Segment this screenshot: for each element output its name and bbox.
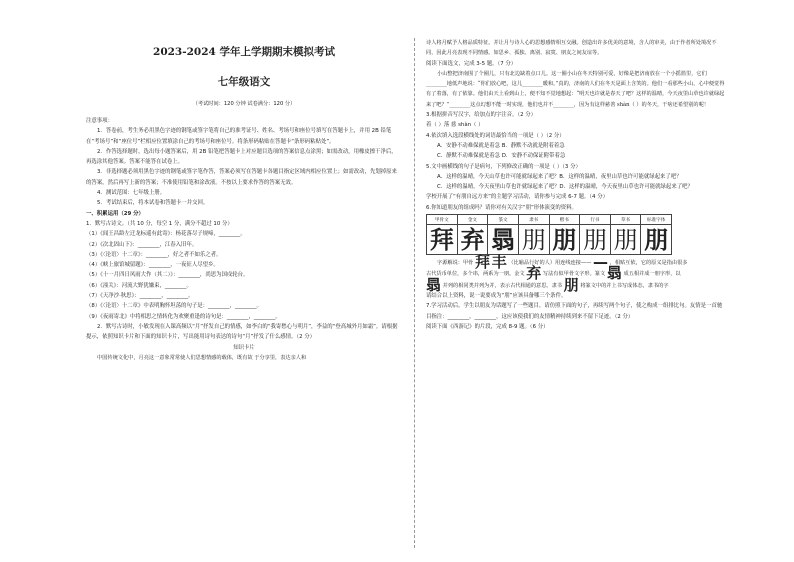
q1-item: （8）《〈论语〉十二章》中表明胸怀坦荡的句子是：________，________。 xyxy=(86,303,262,310)
reading-prompt-2: 阅读下面《西游记》的片段，完成 8-9 题。（6 分） xyxy=(426,323,549,330)
note-item: 4．测试范围：七年级上册。 xyxy=(97,190,166,197)
section-heading: 一、积累运用（29 分） xyxy=(86,210,144,217)
note-item: 1．答卷前，考生务必用黑色字迹的钢笔或签字笔将自己的准考证号、姓名、考场号和座位号填写在答题卡上，并用 2B 铅笔在“考场号”和“座位号”栏相应位置填涂自己的考场号和座位号。将条形码粘贴在答题卡“条形码粘贴处”。 xyxy=(86,128,392,145)
glyph-cell: 朋 xyxy=(521,225,546,254)
note-item: 2．作答选择题时，选出每小题答案后，用 2B 铅笔把答题卡上对应题目选项的答案信息点涂黑；如需改动，用橡皮擦干净后，再选涂其他答案。答案不能答在试卷上。 xyxy=(86,148,397,166)
table-header: 标准字体 xyxy=(641,215,672,225)
explain-text: 并列的相同类并列为并，表示古代相通的意思。隶书 xyxy=(442,282,562,289)
explain-text: （比喻品行好的人）用连线连接—— xyxy=(508,260,592,267)
glyph-inline: 拜 xyxy=(474,253,490,272)
question-3: 3.根据拼音写汉字，给加点的字注音。（2 分） xyxy=(426,112,537,119)
q1-item: （3）《〈论语〉十二章》：________，好之者不如乐之者。 xyxy=(86,251,222,258)
glyph-inline: 丰 xyxy=(491,253,507,272)
reading-prompt: 阅读下面选文，完成 3-5 题。（7 分） xyxy=(426,60,517,67)
glyph-cell: 弃 xyxy=(460,225,485,254)
explain-line xyxy=(426,253,726,272)
right-column xyxy=(426,38,726,552)
table-header: 金文 xyxy=(457,215,488,225)
explain-text: 成五相并成一朋字形，以 xyxy=(623,271,681,278)
q1-item: （2）《次北固山下》：________，江春入旧年。 xyxy=(86,241,198,248)
q4-option: A．安静不动难保就是着急 B．静默不动就是附着着急 xyxy=(437,142,565,149)
q1-item: （7）《天净沙·秋思》：________，________。 xyxy=(86,293,194,300)
left-column xyxy=(86,38,402,552)
reading-passage: 小山整把济南围了个圈儿，只有北边缺着点口儿。这一圈小山在冬天特别可爱，好像是把济南放在一个小摇篮里，它们________地低声地说：“你们放心吧，这儿________暖和。”真的，济南的人们在冬天是面上含笑的。他们一看那些小山，心中便觉得有了着落，有了依靠。他们由天上看到山上，便不知不觉地想起：“明天也许就是春天了吧？这样的温晴，今天夜里山草也许就绿起来了吧？”________这点幻想不能一时实现，他们也并不________，因为有这样慈善 shàn（ ）的冬天，干啥还希望别的呢！ xyxy=(426,70,725,108)
table-header-row xyxy=(427,215,672,225)
q1-item: （1）《闻王昌龄左迁龙标遥有此寄》：杨花落尽子规啼，________。 xyxy=(86,231,246,238)
q4-option: C．静默不动难保就是着急 D．安静不动保证附带着急 xyxy=(437,153,566,160)
q5-option: A．这样的温晴，今天山草也许可能就绿起来了吧？B．这样的温晴，夜里山草也许可能就绿起来了吧？ xyxy=(437,173,682,180)
table-header: 隶书 xyxy=(518,215,549,225)
card-title: 知识卡片 xyxy=(233,344,255,351)
exam-meta: （考试时间：120 分钟 试卷满分：120 分） xyxy=(192,101,296,107)
table-header: 行书 xyxy=(580,215,611,225)
q1-item: （6）《潼关》：河流大野犹嫌束，________。 xyxy=(86,282,192,289)
question-4: 4.依次填入选段横线处的词语最恰当的一项是（ ）（2 分） xyxy=(426,132,565,139)
explain-text: 将篆文中的并上书写成体态，隶书的字 xyxy=(580,282,669,289)
glyph-cell: 拜 xyxy=(429,225,454,254)
explain-question: 请结合以上资料，说一说要成为“朋”应该具备哪三个条件。 xyxy=(426,292,567,299)
table-header: 楷书 xyxy=(549,215,580,225)
explain-text: 古代货币单位，多个串，两系为一朋。金文 xyxy=(426,271,525,278)
q3-blanks: 着（ ）落 慈 shàn（ ） xyxy=(426,122,484,129)
note-item: 5．考试结束后，将本试卷和答题卡一并交回。 xyxy=(97,200,209,207)
question-7: 7.学习活动后，学生以朋友为话题写了一些题目，请仿照下面的句子，再续写两个句子，使之构成一组排比句。友情是一首驰目指注：________，________，这应该使我们的友情精神持续到来不留下足迹。（2 分） xyxy=(426,303,723,320)
glyph-inline: 朋 xyxy=(563,275,579,294)
glyph-cell: 朋 xyxy=(552,225,577,254)
explain-text: ，相贴互依，它的原义是指由很多 xyxy=(609,260,688,267)
table-header: 甲骨文 xyxy=(427,215,458,225)
glyph-cell: 朋 xyxy=(644,225,669,254)
notes-heading: 注意事项： xyxy=(86,118,113,124)
glyph-inline: 弃 xyxy=(526,264,542,283)
script-evolution-table xyxy=(426,214,672,255)
question-5: 5.文中画横线的句子是病句，下列修改正确的一项是（ ）（3 分） xyxy=(426,163,581,170)
q1-item: （4）《峡上旅馆城留题》：________，一夜征人尽望乡。 xyxy=(86,262,219,269)
glyph-inline: 𦐇 xyxy=(426,275,442,294)
glyph-cell: 朋 xyxy=(613,225,638,254)
note-item: 3．非选择题必须用黑色字迹的钢笔或签字笔作答，答案必须写在答题卡各题目指定区域内相应位置上；如需改动，先划掉原来的答案，然后再写上新的答案；不准使用铅笔和涂改液。不按以上要求作答的答案无效。 xyxy=(86,169,397,186)
exam-subtitle: 七年级语文 xyxy=(217,76,271,88)
exam-title: 2023-2024 学年上学期期末模拟考试 xyxy=(153,46,335,58)
column-divider xyxy=(414,38,415,548)
card-continuation: 诗人将月赋予人格品质特征。并让月与诗人心的思想感情相互交融。创造出许多优美的意境，含人的审美，由于作者所处境况不同，因此月亮表现不同情感。如思乡、孤独、离别、寂寞、朋友之间友谊等。 xyxy=(426,40,717,57)
glyph-inline: — xyxy=(593,253,608,272)
table-header: 篆文 xyxy=(488,215,519,225)
q6-intro: 学校开展了“有朋自远方来”的主题学习活动，请你参与完成 6-7 题。（4 分） xyxy=(426,194,608,201)
explain-text: 字源解说：甲骨 xyxy=(437,260,474,267)
question-6: 6.你知道朋友的组成吗？请你对有关汉字“朋”形体演变的资料。 xyxy=(426,204,577,211)
glyph-cell: 𦐇 xyxy=(491,225,516,254)
q5-option: C．这样的温晴，今天夜里山草也许就绿起来了吧？D．这样的温晴，今天夜里山草也许可能就绿起来了吧？ xyxy=(437,184,693,191)
table-glyph-row xyxy=(427,225,672,255)
card-text: 中国传统文化中，月亮这一意象常常使人们思想情感的载体，既有故 于分享里，表达亲人和 xyxy=(97,354,307,361)
q1-item: （9）《夜雨寄北》中将相思之情转化为欢聚重逢的诗句是：________，________。 xyxy=(86,313,281,320)
question-2: 2．默写古诗时，小敏发现在入课高频以“月”抒发自己的情感，如李白的“我寄愁心与明月”，李益的“登高城外月如霜”。请根据提示，依照知识卡片和下面的知识卡片，写出能用诗句表达的诗句“月”抒发了什么感情。（2 分） xyxy=(86,323,398,341)
table-header: 草书 xyxy=(610,215,641,225)
glyph-inline: 𦐇 xyxy=(606,264,622,283)
glyph-cell: 朋 xyxy=(582,225,607,254)
q1-item: （5）《十一月四日风雨大作（其二）》：________，尚思为国戍轮台。 xyxy=(86,272,249,279)
question-1: 1．默写古诗文。（共 10 分，每空 1 分，满分不超过 10 分） xyxy=(86,220,233,227)
explain-line xyxy=(426,275,726,294)
explain-text: 写法有似甲骨文字形。篆文 xyxy=(542,271,606,278)
